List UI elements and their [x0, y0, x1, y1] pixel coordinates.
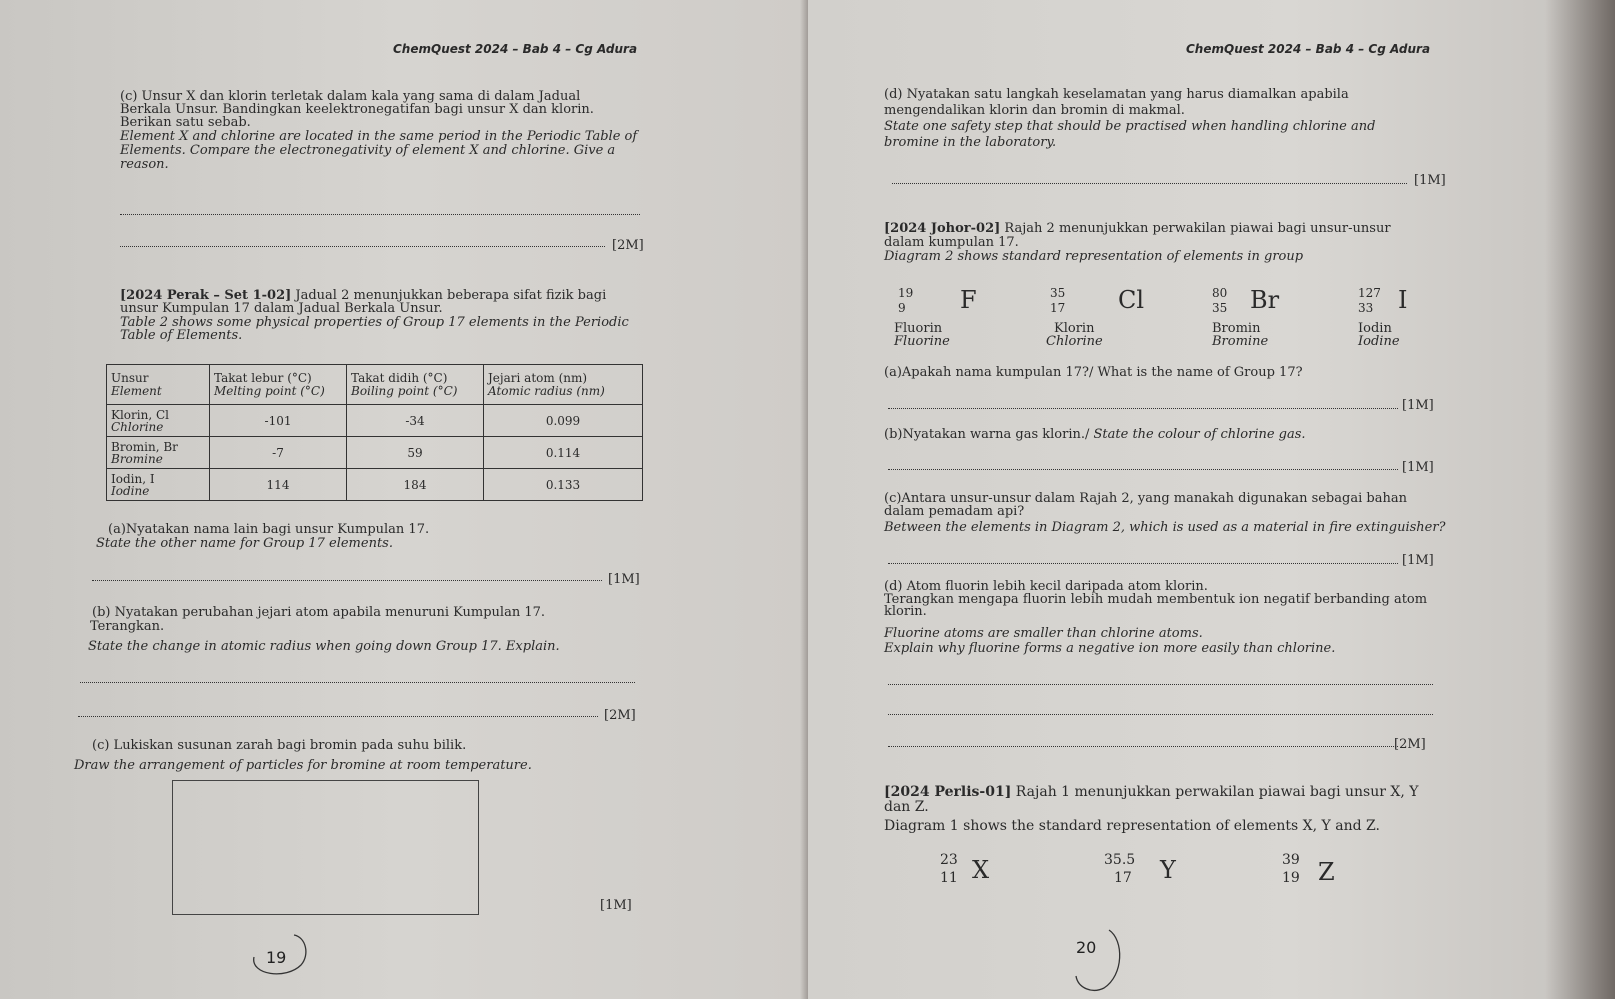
table-cell: Bromin, Br Bromine: [107, 437, 210, 469]
element-symbol: I: [1398, 286, 1408, 314]
question-text: Rajah 2 menunjukkan perwakilan piawai bagi unsur-unsur: [1000, 221, 1391, 236]
answer-line[interactable]: [892, 183, 1407, 184]
page-number: 20: [1076, 938, 1097, 957]
mass-number: 35: [1050, 286, 1066, 300]
question-text-english: Between the elements in Diagram 2, which is used as a material in fire extinguisher?: [884, 520, 1446, 535]
question-text: Terangkan mengapa fluorin lebih mudah membentuk ion negatif berbanding atom: [884, 592, 1428, 607]
table-cell: Iodin, I Iodine: [107, 469, 210, 501]
proton-number: 33: [1358, 301, 1374, 315]
element-symbol: X: [972, 856, 990, 884]
question-text: (b) Nyatakan perubahan jejari atom apabila menuruni Kumpulan 17.: [92, 605, 546, 620]
mark-label: [1M]: [1402, 398, 1434, 413]
question-text: (d) Nyatakan satu langkah keselamatan yang harus diamalkan apabila: [884, 87, 1349, 102]
right-page: [808, 0, 1615, 999]
page-number-circle-icon: [246, 925, 316, 980]
question-text-english: State the colour of chlorine gas.: [1093, 427, 1306, 442]
question-text-english: Diagram 2 shows standard representation of elements in group: [884, 249, 1304, 264]
mass-number: 127: [1358, 286, 1381, 300]
table-header-row: [107, 365, 643, 405]
element-name-english: Iodine: [1358, 334, 1400, 349]
question-text: Terangkan.: [90, 619, 165, 634]
source-label: [2024 Johor-02]: [884, 221, 1001, 236]
question-text: Berkala Unsur. Bandingkan keelektronegatifan bagi unsur X dan klorin.: [120, 102, 594, 117]
page-header: ChemQuest 2024 – Bab 4 – Cg Adura: [1186, 42, 1431, 56]
question-text: dan Z.: [884, 799, 929, 815]
mass-number: 35.5: [1104, 852, 1136, 868]
question-text: [884, 222, 1391, 235]
question-text-english: Explain why fluorine forms a negative ion more easily than chlorine.: [884, 641, 1336, 656]
table-cell: 0.114: [484, 437, 643, 469]
table-cell: -34: [347, 405, 484, 437]
question-text: Jadual 2 menunjukkan beberapa sifat fizik bagi: [291, 288, 607, 303]
element-name-english: Fluorine: [894, 334, 950, 349]
question-text-english: reason.: [120, 157, 169, 172]
question-text: (b)Nyatakan warna gas klorin./: [884, 427, 1094, 442]
question-text: Rajah 1 menunjukkan perwakilan piawai bagi unsur X, Y: [1011, 784, 1419, 800]
table-header-cell: Jejari atom (nm) Atomic radius (nm): [484, 365, 643, 405]
mark-label: [1M]: [608, 572, 640, 587]
mark-label: [1M]: [600, 898, 632, 913]
question-text-english: Fluorine atoms are smaller than chlorine atoms.: [884, 626, 1203, 641]
table-cell: 0.133: [484, 469, 643, 501]
question-text-english: Elements. Compare the electronegativity of element X and chlorine. Give a: [120, 143, 616, 158]
table-cell: -101: [210, 405, 347, 437]
question-text: dalam pemadam api?: [884, 504, 1025, 519]
table-cell: 0.099: [484, 405, 643, 437]
answer-line[interactable]: [888, 408, 1398, 409]
mass-number: 23: [940, 852, 958, 868]
question-text-english: State the other name for Group 17 elements.: [96, 536, 393, 551]
question-text-english: bromine in the laboratory.: [884, 135, 1057, 150]
answer-line[interactable]: [80, 682, 635, 683]
answer-line[interactable]: [888, 746, 1398, 747]
element-name-english: Chlorine: [1046, 334, 1103, 349]
edge-shadow: [1545, 0, 1615, 999]
answer-line[interactable]: [120, 214, 640, 215]
question-text: (d) Atom fluorin lebih kecil daripada atom klorin.: [884, 579, 1208, 594]
table-header-cell: Takat didih (°C) Boiling point (°C): [347, 365, 484, 405]
table-header-cell: Takat lebur (°C) Melting point (°C): [210, 365, 347, 405]
question-text: Berikan satu sebab.: [120, 115, 251, 130]
source-label: [2024 Perlis-01]: [884, 784, 1012, 800]
element-x: [930, 852, 1010, 892]
question-text: (a)Nyatakan nama lain bagi unsur Kumpulan 17.: [108, 522, 430, 537]
question-text: mengendalikan klorin dan bromin di makmal.: [884, 103, 1185, 118]
question-text: (c) Unsur X dan klorin terletak dalam kala yang sama di dalam Jadual: [120, 89, 581, 104]
answer-line[interactable]: [92, 580, 602, 581]
element-symbol: Z: [1318, 858, 1335, 886]
proton-number: 35: [1212, 301, 1228, 315]
page-number-circle-icon: [1064, 920, 1144, 995]
mass-number: 39: [1282, 852, 1300, 868]
element-symbol: Y: [1160, 856, 1176, 884]
mark-label: [1M]: [1402, 553, 1434, 568]
question-text: unsur Kumpulan 17 dalam Jadual Berkala Unsur.: [120, 301, 443, 316]
element-symbol: F: [960, 286, 977, 314]
table-cell: Klorin, Cl Chlorine: [107, 405, 210, 437]
table-row: [107, 437, 643, 469]
table-cell: 184: [347, 469, 484, 501]
drawing-box[interactable]: [172, 780, 479, 915]
mass-number: 80: [1212, 286, 1228, 300]
element-y: [1104, 852, 1194, 892]
proton-number: 9: [898, 301, 906, 315]
source-label: [2024 Perak – Set 1-02]: [120, 288, 292, 303]
proton-number: 19: [1282, 870, 1300, 886]
table-cell: 114: [210, 469, 347, 501]
element-name: Fluorin: [894, 321, 943, 336]
question-text: klorin.: [884, 604, 927, 619]
page-header: ChemQuest 2024 – Bab 4 – Cg Adura: [393, 42, 638, 56]
answer-line[interactable]: [888, 469, 1398, 470]
element-name: Bromin: [1212, 321, 1261, 336]
question-text: (c) Lukiskan susunan zarah bagi bromin pada suhu bilik.: [92, 738, 467, 753]
element-iodine: [1354, 284, 1454, 349]
question-text: (c)Antara unsur-unsur dalam Rajah 2, yang manakah digunakan sebagai bahan: [884, 491, 1407, 506]
table-cell: 59: [347, 437, 484, 469]
answer-line[interactable]: [888, 563, 1398, 564]
question-text: [884, 786, 1419, 799]
answer-line[interactable]: [78, 716, 598, 717]
proton-number: 11: [940, 870, 958, 886]
proton-number: 17: [1050, 301, 1066, 315]
proton-number: 17: [1114, 870, 1132, 886]
answer-line[interactable]: [888, 684, 1433, 685]
element-name: Klorin: [1054, 321, 1095, 336]
element-name-english: Bromine: [1212, 334, 1269, 349]
question-text-english: Draw the arrangement of particles for bromine at room temperature.: [74, 758, 532, 773]
question-text-english: Element X and chlorine are located in the same period in the Periodic Table of: [120, 129, 638, 144]
mark-label: [2M]: [612, 238, 644, 253]
page-number: 19: [266, 948, 287, 967]
element-symbol: Cl: [1118, 286, 1145, 314]
mark-label: [2M]: [604, 708, 636, 723]
question-text-english: Table 2 shows some physical properties of Group 17 elements in the Periodic: [120, 315, 629, 330]
element-bromine: [1208, 284, 1348, 349]
question-text: (a)Apakah nama kumpulan 17?/ What is the name of Group 17?: [884, 365, 1303, 380]
mark-label: [1M]: [1402, 460, 1434, 475]
mark-label: [2M]: [1394, 737, 1426, 752]
element-name: Iodin: [1358, 321, 1392, 336]
element-symbol: Br: [1250, 286, 1280, 314]
question-text-english: Table of Elements.: [120, 328, 243, 343]
question-text: dalam kumpulan 17.: [884, 235, 1019, 250]
element-chlorine: [1046, 284, 1176, 349]
mark-label: [1M]: [1414, 173, 1446, 188]
question-text: [884, 428, 1306, 441]
table-row: [107, 405, 643, 437]
answer-line[interactable]: [888, 714, 1433, 715]
element-z: [1280, 852, 1350, 892]
question-text-english: State the change in atomic radius when going down Group 17. Explain.: [88, 639, 560, 654]
mass-number: 19: [898, 286, 914, 300]
properties-table: [106, 364, 643, 501]
answer-line[interactable]: [120, 246, 605, 247]
table-row: [107, 469, 643, 501]
question-text-english: State one safety step that should be practised when handling chlorine and: [884, 119, 1376, 134]
table-header-cell: Unsur Element: [107, 365, 210, 405]
element-fluorine: [894, 284, 1014, 349]
table-cell: -7: [210, 437, 347, 469]
question-text-english: Diagram 1 shows the standard representation of elements X, Y and Z.: [884, 818, 1380, 834]
